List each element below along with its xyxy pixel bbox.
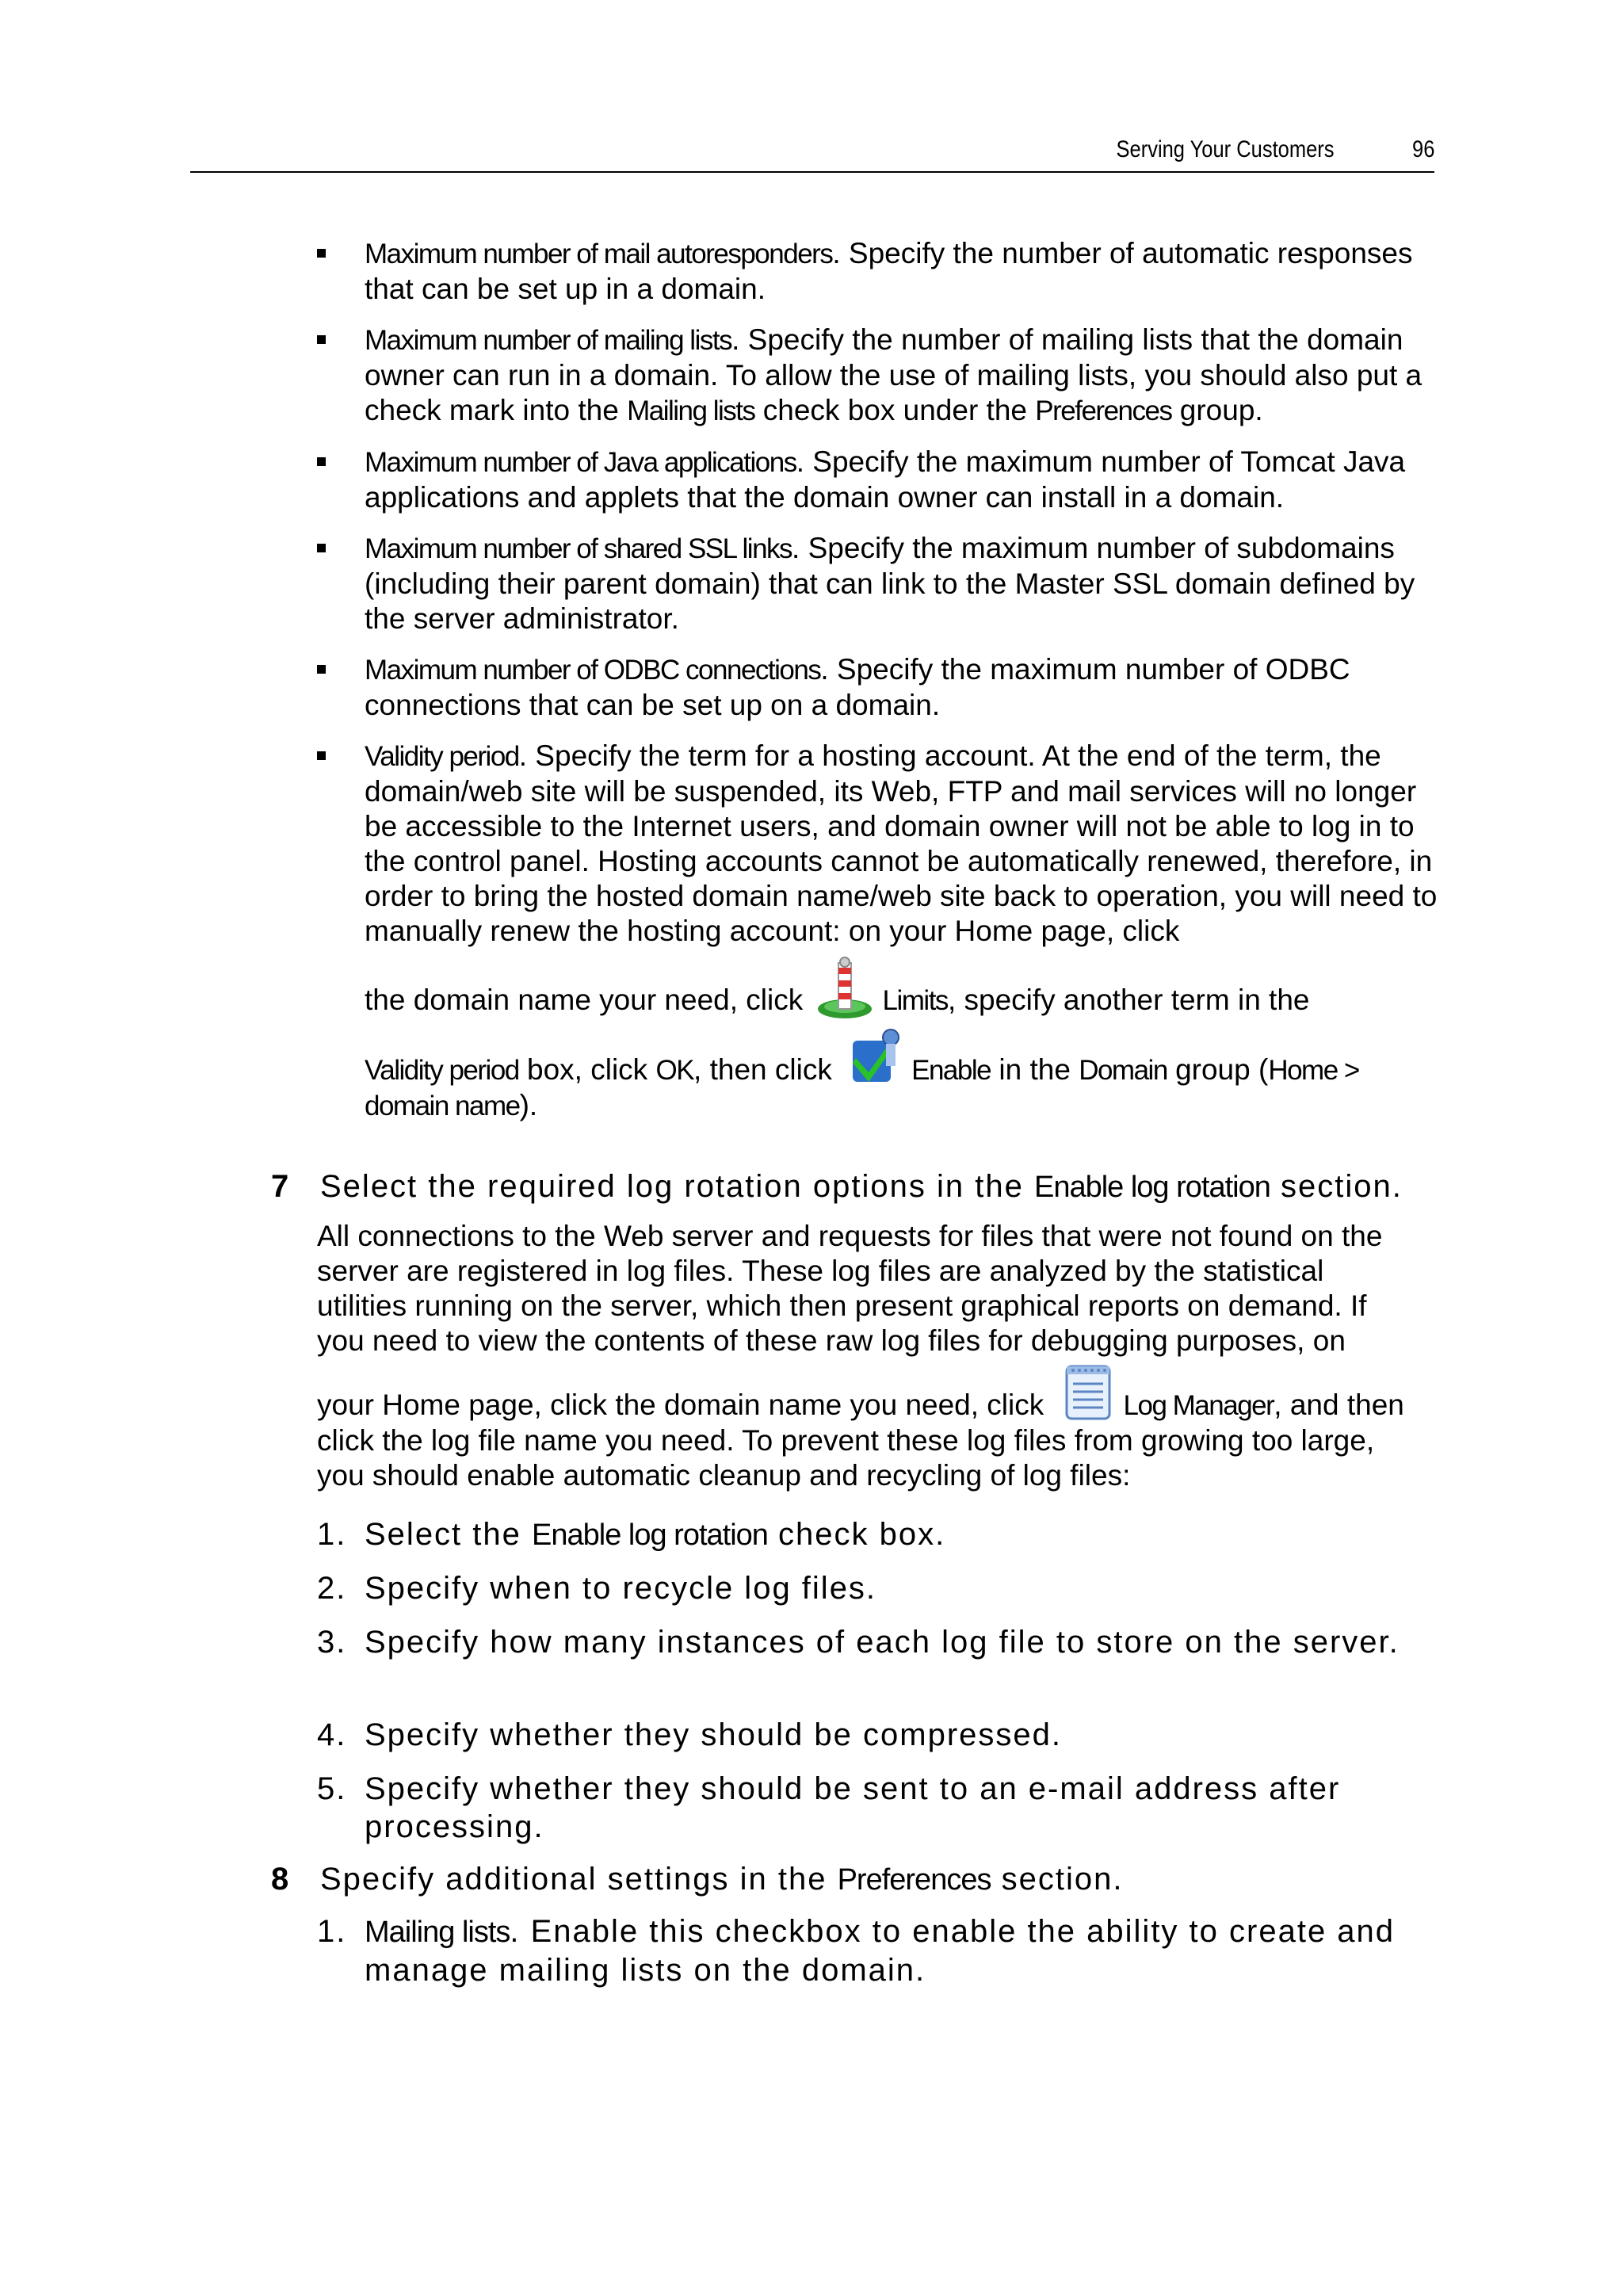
term: Mailing lists (365, 1916, 510, 1949)
term: Enable log rotation (1033, 1171, 1270, 1204)
term: Enable (911, 1055, 991, 1086)
item-text (365, 1912, 1442, 1989)
bullet-mark (317, 544, 326, 552)
text: check box under the (754, 394, 1036, 426)
text: . Enable this checkbox to enable the ability to create and manage mailing lists on the domain. (365, 1914, 1396, 1988)
page-number: 96 (1411, 136, 1434, 162)
item-number: 3. (317, 1625, 347, 1660)
term: Mailing lists (627, 395, 755, 426)
text: . Specify the maximum number of subdomains (792, 532, 1395, 564)
step-number: 8 (271, 1862, 289, 1897)
item-text: Specify how many instances of each log file to store on the server. (365, 1625, 1400, 1660)
text: section. (1270, 1169, 1403, 1204)
term: OK (655, 1055, 694, 1086)
list-item (317, 652, 1442, 723)
text: domain owner can run in a domain. To allow the use of mailing lists, you should also put a check mark into the (365, 323, 1423, 426)
text: (including their parent domain) that can link to the Master SSL domain defined by the server administrator. (365, 567, 1415, 635)
list-item (317, 739, 1442, 1124)
text: check box. (767, 1517, 946, 1552)
text: . Specify the number of automatic (832, 237, 1270, 269)
term: Log Manager (1123, 1390, 1274, 1421)
step-text (320, 1169, 1403, 1205)
text-line: click the log file name you need. To prevent these log files from growing too large, (317, 1424, 1375, 1457)
step-number: 7 (271, 1169, 289, 1204)
enable-line (365, 1026, 1442, 1124)
limits-bullet-list (317, 236, 1442, 1140)
text: Java applications and applets that the domain owner can install in a domain. (365, 445, 1406, 514)
limits-line (365, 957, 1442, 1018)
text-line: server are registered in log files. These log files are analyzed by the statistical (317, 1255, 1324, 1287)
page-header (190, 136, 1434, 173)
text: Select the required log rotation options in the (320, 1169, 1034, 1204)
text: group. (1171, 394, 1263, 426)
text: section. (991, 1862, 1124, 1897)
text: , specify another term in the (947, 984, 1310, 1016)
list-item (317, 323, 1442, 429)
text-line: All connections to the Web server and requests for files that were not found on the (317, 1220, 1383, 1252)
header-title: Serving Your Customers (1116, 136, 1334, 162)
step-text (320, 1862, 1123, 1897)
item-number: 2. (317, 1571, 347, 1606)
log-manager-line (317, 1362, 1442, 1423)
text: in the (991, 1053, 1079, 1086)
item-text: Specify whether they should be sent to an e-mail address after processing. (365, 1771, 1341, 1844)
enable-icon[interactable] (845, 1026, 907, 1088)
text: domain/web site will be suspended, its Web, FTP and mail services will no longer be accessible to the Internet users, and domain owner will not be able to log in to the control panel. Hosting accounts cannot be automatically renewed, therefore, in order to bring the hosted domain name/web site back to operation, you will need to manually renew the hosting account: on your Home page, click (365, 775, 1438, 947)
text: . Specify the maximum number of ODBC (820, 653, 1350, 686)
term: Maximum number of Java applications (365, 447, 796, 478)
term: Validity period (365, 1055, 519, 1086)
term: Preferences (837, 1863, 991, 1897)
bullet-mark (317, 249, 326, 258)
text-line: you need to view the contents of these raw log files for debugging purposes, on (317, 1324, 1346, 1357)
text: connections that can be set up on a domain. (365, 689, 941, 721)
list-item (317, 236, 1442, 307)
text: . Specify the term for a hosting account. At the end of the term, the (518, 739, 1381, 772)
bullet-mark (317, 335, 326, 344)
text: ). (519, 1089, 538, 1121)
item-number: 5. (317, 1771, 347, 1806)
item-number: 1. (317, 1517, 347, 1552)
bullet-mark (317, 457, 326, 466)
text-line: utilities running on the server, which then present graphical reports on demand. If (317, 1289, 1367, 1322)
term: Preferences (1035, 395, 1172, 426)
text: box, click (518, 1053, 656, 1086)
item-text (365, 1515, 1442, 1554)
term: Enable log rotation (532, 1519, 768, 1552)
item-text: Specify when to recycle log files. (365, 1571, 877, 1606)
item-number: 4. (317, 1717, 347, 1752)
term: Maximum number of mailing lists (365, 325, 732, 356)
text: your Home page, click the domain name you need, click (317, 1389, 1052, 1421)
text: , and then (1274, 1389, 1404, 1421)
text-line: you should enable automatic cleanup and recycling of log files: (317, 1459, 1131, 1492)
list-item (317, 445, 1442, 515)
term: Home > (1268, 1055, 1359, 1086)
text: . Specify the maximum number of Tomcat (796, 445, 1335, 478)
log-manager-icon[interactable] (1057, 1362, 1119, 1423)
text: Select the (365, 1517, 533, 1552)
item-number: 1. (317, 1914, 347, 1949)
limits-icon[interactable] (816, 957, 878, 1018)
text: responses that can be set up in a domain. (365, 237, 1413, 305)
step-7-paragraph (317, 1219, 1442, 1493)
bullet-mark (317, 751, 326, 760)
text: , then click (693, 1053, 841, 1086)
list-item (317, 531, 1442, 636)
term: Validity period (365, 741, 519, 772)
term: Domain (1079, 1055, 1167, 1086)
term: Limits (882, 985, 948, 1016)
text: . Specify the number of mailing lists that the (731, 323, 1299, 356)
term: domain name (365, 1091, 520, 1121)
bullet-mark (317, 665, 326, 674)
text: group ( (1167, 1053, 1269, 1086)
text: Specify additional settings in the (320, 1862, 838, 1897)
term: Maximum number of ODBC connections (365, 655, 821, 686)
item-text: Specify whether they should be compressed. (365, 1717, 1062, 1752)
text: the domain name your need, click (365, 984, 812, 1016)
term: Maximum number of mail autoresponders (365, 239, 833, 269)
term: Maximum number of shared SSL links (365, 533, 792, 564)
